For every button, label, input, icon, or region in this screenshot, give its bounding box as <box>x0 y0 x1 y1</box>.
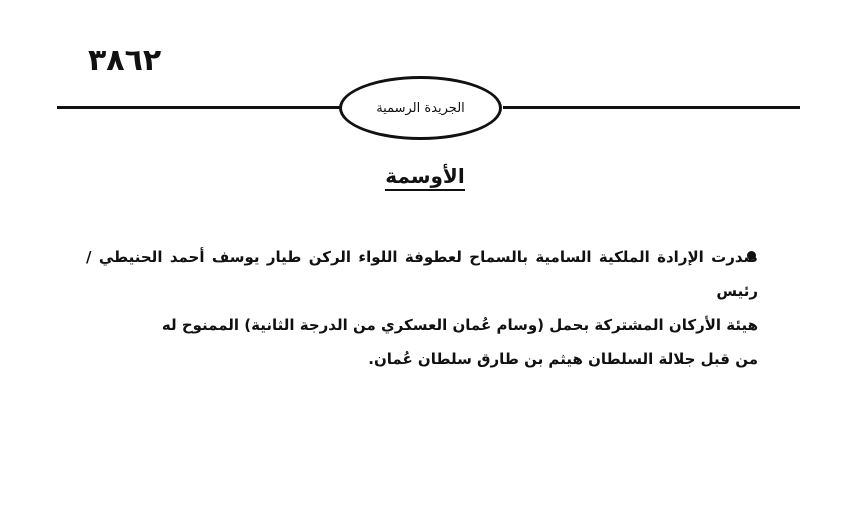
section-title <box>300 164 550 188</box>
paragraph-line-2: هيئة الأركان المشتركة بحمل (وسام عُمان العسكري من الدرجة الثانية) الممنوح له <box>161 316 758 334</box>
page-number: ٣٨٦٢ <box>88 43 162 78</box>
publication-name-oval <box>339 76 502 140</box>
header-rule-left <box>57 106 340 109</box>
section-title-text: الأوسمة <box>385 164 464 191</box>
publication-name: الجريدة الرسمية <box>376 100 465 116</box>
paragraph-line-3: من قبل جلالة السلطان هيثم بن طارق سلطان عُمان. <box>368 350 758 368</box>
paragraph-line-1: صدرت الإرادة الملكية السامية بالسماح لعطوفة اللواء الركن طيار يوسف أحمد الحنيطي / رئيس <box>86 248 758 300</box>
decree-paragraph <box>86 240 758 376</box>
header-rule-right <box>503 106 800 109</box>
